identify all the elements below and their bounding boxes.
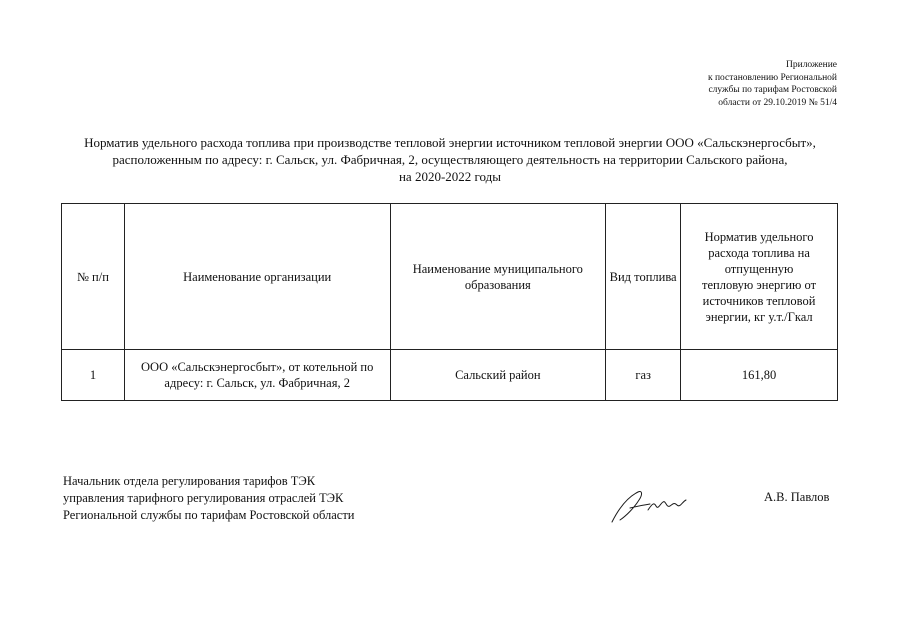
title-line: Норматив удельного расхода топлива при производстве тепловой энергии источником тепловой энергии ООО «Сальскэнергосбыт», — [84, 135, 816, 150]
cell-fuel-type: газ — [606, 350, 681, 401]
cell-num: 1 — [62, 350, 125, 401]
header-organization: Наименование организации — [124, 204, 390, 350]
header-fuel-type: Вид топлива — [606, 204, 681, 350]
title-line: на 2020-2022 годы — [398, 169, 502, 184]
position-line: Начальник отдела регулирования тарифов ТЭК — [63, 474, 316, 488]
position-line: управления тарифного регулирования отраслей ТЭК — [63, 491, 344, 505]
appendix-line: Приложение — [786, 60, 837, 70]
cell-organization: ООО «Сальскэнергосбыт», от котельной по адресу: г. Сальск, ул. Фабричная, 2 — [124, 350, 390, 401]
document-title — [40, 134, 860, 185]
signer-name: А.В. Павлов — [764, 490, 830, 504]
table-row — [62, 350, 838, 401]
header-municipality: Наименование муниципального образования — [390, 204, 606, 350]
appendix-line: области от 29.10.2019 № 51/4 — [718, 97, 837, 108]
appendix-line: к постановлению Региональной — [707, 72, 837, 83]
signer-position — [63, 473, 354, 524]
cell-municipality: Сальский район — [390, 350, 606, 401]
table-header-row — [62, 204, 838, 350]
header-num: № п/п — [62, 204, 125, 350]
position-line: Региональной службы по тарифам Ростовской области — [63, 508, 355, 522]
cell-norm-value: 161,80 — [681, 350, 838, 401]
appendix-note — [637, 59, 837, 109]
appendix-line: службы по тарифам Ростовской — [708, 85, 837, 95]
header-norm: Норматив удельного расхода топлива на отпущенную тепловую энергию от источников тепловой энергии, кг у.т./Гкал — [681, 204, 838, 350]
title-line: расположенным по адресу: г. Сальск, ул. Фабричная, 2, осуществляющего деятельность на территории Сальского района, — [112, 152, 788, 167]
norm-table — [61, 203, 838, 401]
handwritten-signature — [608, 486, 694, 526]
